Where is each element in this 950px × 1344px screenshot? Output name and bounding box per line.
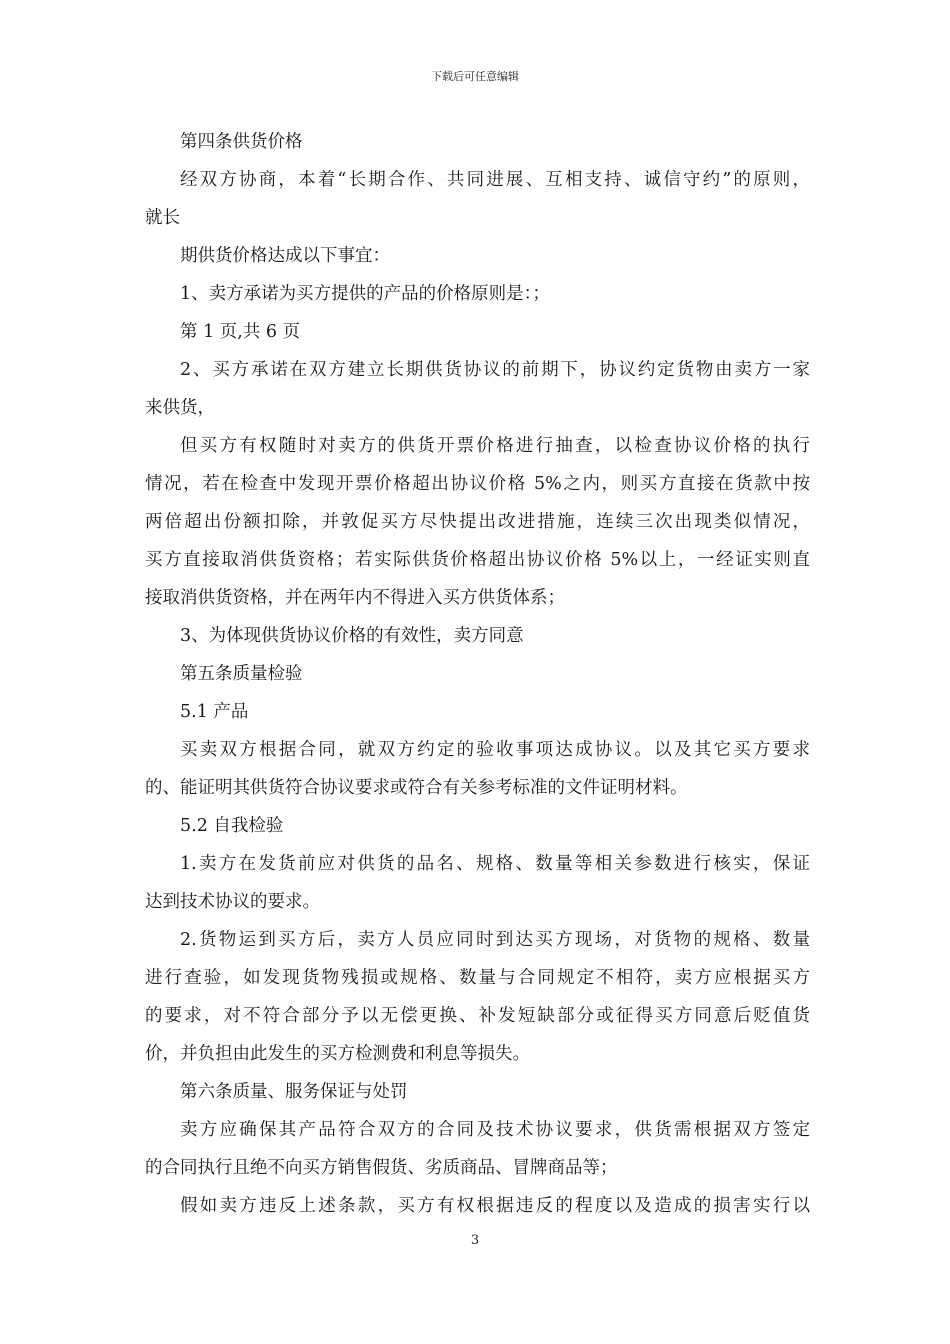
paragraph-line: 的要求，对不符合部分予以无偿更换、补发短缺部分或征得买方同意后贬值货 (145, 1006, 810, 1026)
article-heading: 第五条质量检验 (180, 664, 303, 684)
paragraph-line: 两倍超出份额扣除，并敦促买方尽快提出改进措施，连续三次出现类似情况， (145, 512, 810, 532)
paragraph-line: 买方直接取消供货资格；若实际供货价格超出协议价格 5%以上，一经证实则直 (145, 550, 810, 570)
paragraph-line: 的合同执行且绝不向买方销售假货、劣质商品、冒牌商品等； (145, 1158, 618, 1178)
paragraph-line: 2.货物运到买方后，卖方人员应同时到达买方现场，对货物的规格、数量 (180, 930, 810, 950)
page-counter-text: 第 1 页,共 6 页 (180, 322, 301, 342)
section-heading: 5.2 自我检验 (180, 816, 284, 836)
page-number: 3 (470, 1233, 480, 1248)
paragraph-line: 1、卖方承诺为买方提供的产品的价格原则是：； (180, 284, 550, 304)
paragraph-line: 买卖双方根据合同，就双方约定的验收事项达成协议。以及其它买方要求 (180, 740, 810, 760)
article-heading: 第六条质量、服务保证与处罚 (180, 1082, 408, 1102)
paragraph-line: 卖方应确保其产品符合双方的合同及技术协议要求，供货需根据双方签定 (180, 1120, 810, 1140)
paragraph-line: 情况，若在检查中发现开票价格超出协议价格 5%之内，则买方直接在货款中按 (145, 474, 810, 494)
paragraph-line: 来供货， (145, 398, 215, 418)
paragraph-line: 期供货价格达成以下事宜： (180, 246, 390, 266)
section-heading: 5.1 产品 (180, 702, 249, 722)
document-body (145, 123, 810, 1225)
paragraph-line: 的、能证明其供货符合协议要求或符合有关参考标准的文件证明材料。 (145, 778, 688, 798)
paragraph-line: 价，并负担由此发生的买方检测费和利息等损失。 (145, 1044, 530, 1064)
paragraph-line: 1.卖方在发货前应对供货的品名、规格、数量等相关参数进行核实，保证 (180, 854, 810, 874)
paragraph-line: 接取消供货资格，并在两年内不得进入买方供货体系； (145, 588, 565, 608)
paragraph-line: 经双方协商，本着“长期合作、共同进展、互相支持、诚信守约”的原则， (180, 170, 810, 190)
paragraph-line: 就长 (145, 208, 180, 228)
paragraph-line: 假如卖方违反上述条款，买方有权根据违反的程度以及造成的损害实行以 (180, 1196, 810, 1216)
paragraph-line: 3、为体现供货协议价格的有效性，卖方同意 (180, 626, 524, 646)
paragraph-line: 达到技术协议的要求。 (145, 892, 320, 912)
page-header: 下载后可任意编辑 (431, 70, 519, 83)
paragraph-line: 但买方有权随时对卖方的供货开票价格进行抽查，以检查协议价格的执行 (180, 436, 810, 456)
article-heading: 第四条供货价格 (180, 132, 303, 152)
paragraph-line: 2、买方承诺在双方建立长期供货协议的前期下，协议约定货物由卖方一家 (180, 360, 810, 380)
paragraph-line: 进行查验，如发现货物残损或规格、数量与合同规定不相符，卖方应根据买方 (145, 968, 810, 988)
